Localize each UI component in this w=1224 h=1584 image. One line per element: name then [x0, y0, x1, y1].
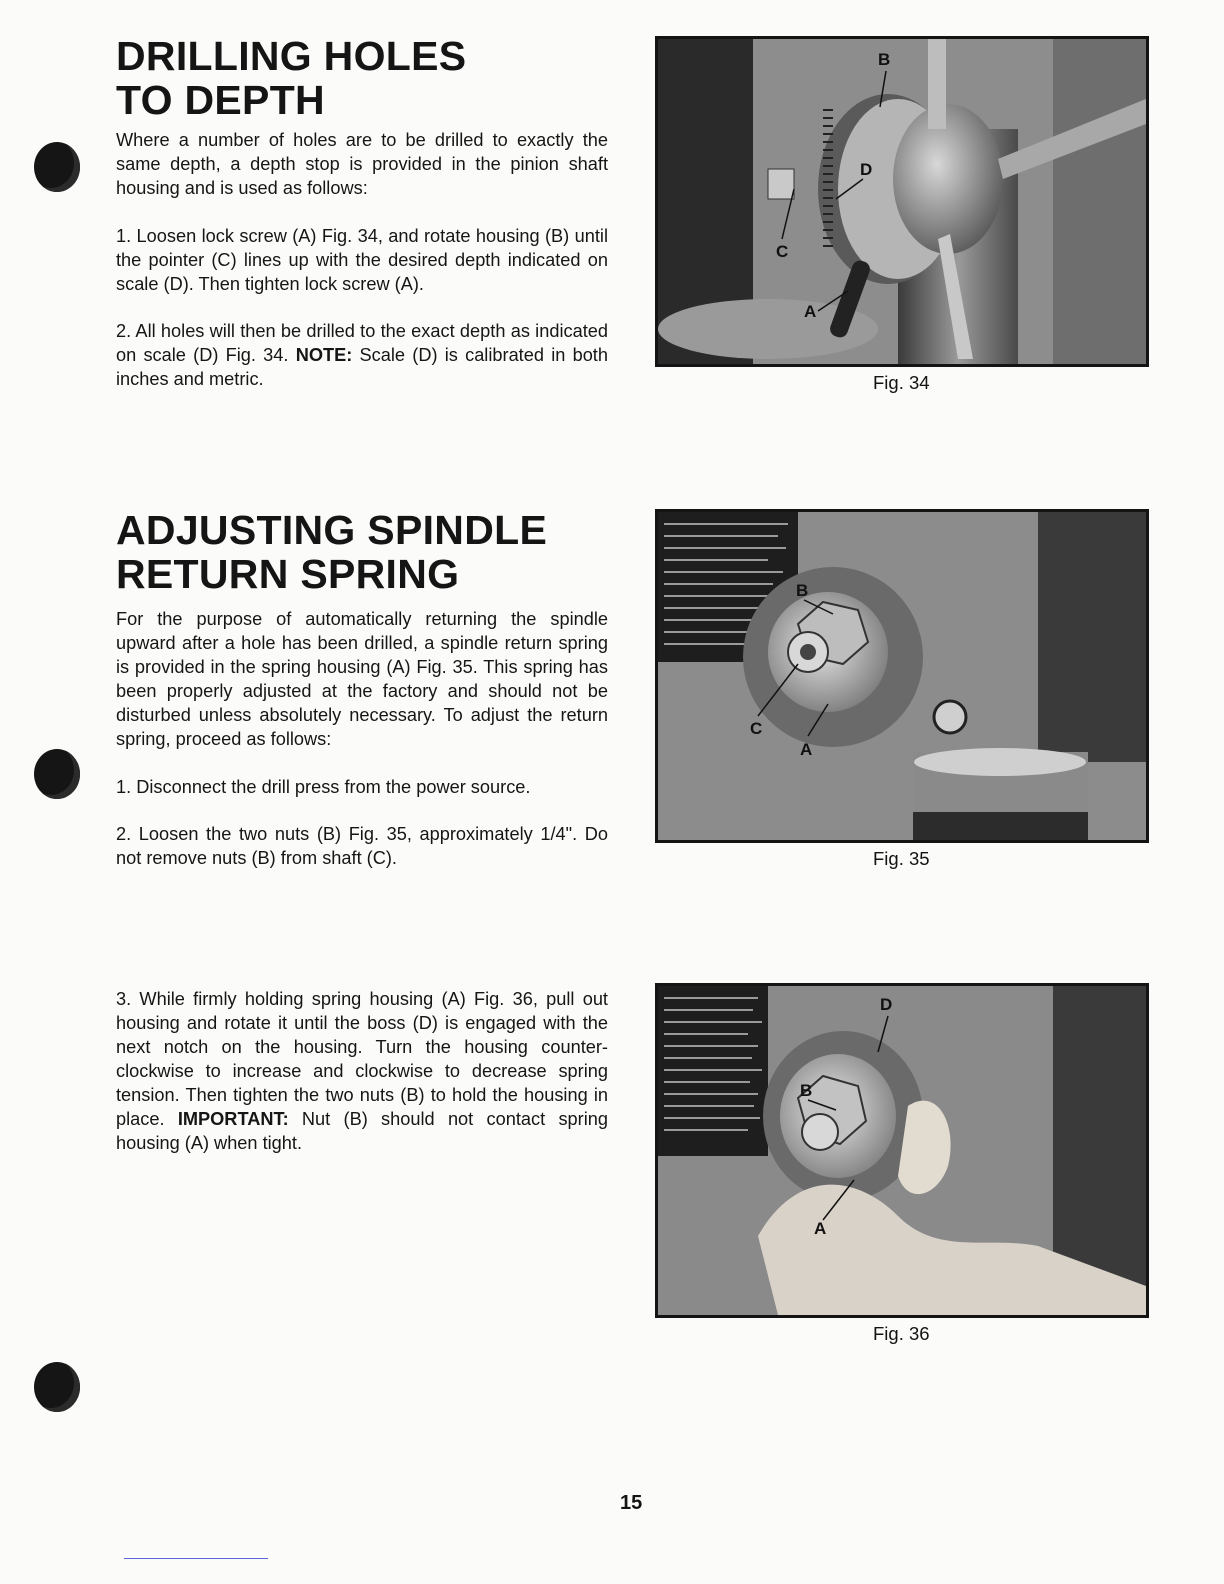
figure-34-caption: Fig. 34	[873, 372, 930, 393]
spring-intro: For the purpose of automatically returning the spindle upward after a hole has been drilled, a spindle return spring is provided in the spring housing (A) Fig. 35. This spring has been properly adjusted at the factory and should not be disturbed unless absolutely necessary. To adjust the return spring, proceed as follows:	[116, 609, 608, 749]
fig36-label-d: D	[880, 995, 893, 1014]
fig34-label-a: A	[804, 302, 817, 321]
drilling-step-2: 2. All holes will then be drilled to the exact depth as indicated on scale (D) Fig. 34. NOTE: Scale (D) is calibrated in both inches and metric.	[116, 321, 608, 389]
fig34-label-b: B	[878, 50, 891, 69]
fig35-label-b: B	[796, 581, 809, 600]
fig36-label-a: A	[814, 1219, 827, 1238]
important-label: IMPORTANT:	[177, 1109, 289, 1129]
figure-35-photo	[655, 509, 1149, 843]
figure-36-photo	[655, 983, 1149, 1318]
punch-hole-top	[34, 142, 80, 192]
fig35-label-c: C	[750, 719, 763, 738]
punch-hole-bottom	[34, 1362, 80, 1412]
drilling-step-1: 1. Loosen lock screw (A) Fig. 34, and rotate housing (B) until the pointer (C) lines up with the desired depth indicated on scale (D). Then tighten lock screw (A).	[116, 226, 608, 294]
fig34-label-c: C	[776, 242, 789, 261]
spring-step-3: 3. While firmly holding spring housing (A) Fig. 36, pull out housing and rotate it until the boss (D) is engaged with the next notch on the housing. Turn the housing counter-clockwise to increase and clockwise to decrease spring tension. Then tighten the two nuts (B) to hold the housing in place. IMPORTANT: Nut (B) should not contact spring housing (A) when tight.	[116, 989, 608, 1153]
figure-36-caption: Fig. 36	[873, 1323, 930, 1344]
note-label: NOTE:	[295, 345, 353, 365]
spring-step-1: 1. Disconnect the drill press from the power source.	[116, 777, 531, 797]
spring-step-2: 2. Loosen the two nuts (B) Fig. 35, approximately 1/4". Do not remove nuts (B) from shaft (C).	[116, 824, 608, 868]
section-title-drilling-holes: DRILLING HOLES TO DEPTH	[116, 33, 467, 123]
fig35-label-a: A	[800, 740, 813, 759]
fig36-label-b: B	[800, 1081, 813, 1100]
page-number: 15	[620, 1492, 643, 1514]
fig34-label-d: D	[860, 160, 873, 179]
drilling-intro: Where a number of holes are to be drilled to exactly the same depth, a depth stop is provided in the pinion shaft housing and is used as follows:	[116, 130, 608, 198]
footer-rule	[124, 1558, 268, 1559]
figure-35-caption: Fig. 35	[873, 848, 930, 869]
figure-34-photo	[655, 36, 1149, 367]
punch-hole-middle	[34, 749, 80, 799]
section-title-adjusting-spindle: ADJUSTING SPINDLE RETURN SPRING	[116, 507, 548, 597]
